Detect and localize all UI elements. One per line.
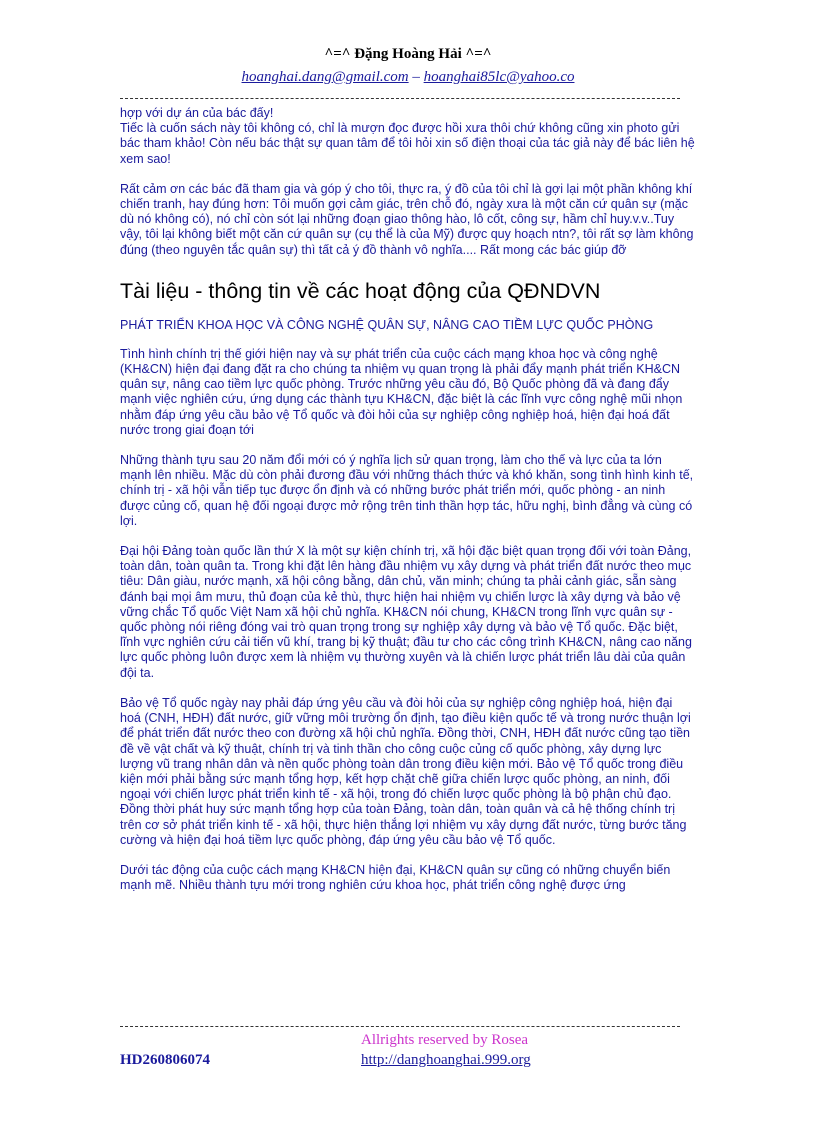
- paragraph: Bảo vệ Tổ quốc ngày nay phải đáp ứng yêu cầu và đòi hỏi của sự nghiệp công nghiệp hoá, hiện đại hoá (CNH, HĐH) đất nước, giữ vững môi trường ổn định, tạo điều kiện quốc tế và trong nước thuận lợi để phát triển đất nước theo con đường xã hội chủ nghĩa. Đồng thời, CNH, HĐH đất nước cũng tạo tiền đề về vật chất và kỹ thuật, chính trị và tinh thần cho công cuộc củng cố quốc phòng, xây dựng lực lượng vũ trang nhân dân và nền quốc phòng toàn dân trong điều kiện mới. Bảo vệ Tổ quốc trong điều kiện mới phải bằng sức mạnh tổng hợp, kết hợp chặt chẽ giữa chiến lược quốc phòng, an ninh, đối ngoại với chiến lược phát triển kinh tế - xã hội, trong đó chiến lược quốc phòng là bộ phận chủ đạo. Đồng thời phát huy sức mạnh tổng hợp của toàn Đảng, toàn dân, toàn quân và cả hệ thống chính trị trên cơ sở phát triển kinh tế - xã hội, thực hiện thắng lợi nhiệm vụ xây dựng đất nước, từng bước tăng cường và hiện đại hoá tiềm lực quốc phòng, đáp ứng yêu cầu bảo vệ Tổ quốc.: [120, 695, 691, 847]
- header-contacts: [0, 69, 816, 86]
- footer-website-link[interactable]: http://danghoanghai.999.org: [361, 1052, 531, 1068]
- paragraph: Dưới tác động của cuộc cách mạng KH&CN hiện đại, KH&CN quân sự cũng có những chuyển biến mạnh mẽ. Nhiều thành tựu mới trong nghiên cứu khoa học, phát triển công nghệ được ứng: [120, 862, 671, 893]
- footer-document-id: HD260806074: [120, 1052, 210, 1068]
- paragraph: Đại hội Đảng toàn quốc lần thứ X là một sự kiện chính trị, xã hội đặc biệt quan trọng đối với toàn Đảng, toàn dân, toàn quân ta. Trong khi đặt lên hàng đầu nhiệm vụ xây dựng và phát triển đất nước theo mục tiêu: Dân giàu, nước mạnh, xã hội công bằng, dân chủ, văn minh; chúng ta phải cảnh giác, sẵn sàng đánh bại mọi âm mưu, thủ đoạn của kẻ thù, thực hiện hai nhiệm vụ chiến lược là xây dựng và bảo vệ vững chắc Tổ quốc Việt Nam xã hội chủ nghĩa. KH&CN nói chung, KH&CN trong lĩnh vực quân sự - quốc phòng nói riêng đóng vai trò quan trọng trong sự nghiệp xây dựng và bảo vệ Tổ quốc. Đặc biệt, lĩnh vực nghiên cứu cải tiến vũ khí, trang bị kỹ thuật; đầu tư cho các công trình KH&CN, nâng cao năng lực quốc phòng luôn được xem là nhiệm vụ thường xuyên và là chiến lược phát triển lâu dài của quân đội ta.: [120, 544, 692, 680]
- header-divider: [120, 98, 680, 99]
- paragraph: Tiếc là cuốn sách này tôi không có, chỉ là mượn đọc được hồi xưa thôi chứ không cũng xin photo gửi bác tham khảo! Còn nếu bác thật sự quan tâm để tôi hỏi xin số điện thoại của tác giả này để bác liên hệ xem sao!: [120, 121, 695, 166]
- email-separator: –: [408, 69, 424, 85]
- document-body: [120, 106, 695, 893]
- paragraph: Tình hình chính trị thế giới hiện nay và sự phát triển của cuộc cách mạng khoa học và công nghệ (KH&CN) hiện đại đang đặt ra cho chúng ta nhiệm vụ quan trọng là phải đẩy mạnh phát triển KH&CN quân sự, nâng cao tiềm lực quốc phòng. Trước những yêu cầu đó, Bộ Quốc phòng đã và đang đẩy mạnh việc nghiên cứu, ứng dụng các thành tựu KH&CN, đặc biệt là các lĩnh vực công nghệ mũi nhọn nhằm đáp ứng yêu cầu bảo vệ Tổ quốc và đòi hỏi của sự nghiệp công nghiệp hoá, hiện đại hoá đất nước trong giai đoạn tới: [120, 346, 683, 437]
- paragraph: Những thành tựu sau 20 năm đổi mới có ý nghĩa lịch sử quan trọng, làm cho thế và lực của ta lớn mạnh lên nhiều. Mặc dù còn phải đương đầu với những thách thức và khó khăn, song tình hình kinh tế, chính trị - xã hội vẫn tiếp tục được ổn định và có những bước phát triển mới, quốc phòng - an ninh được củng cố, quan hệ đối ngoại được mở rộng trên tinh thần hợp tác, hữu nghị, bình đẳng và cùng có lợi.: [120, 453, 694, 528]
- email-link-yahoo[interactable]: hoanghai85lc@yahoo.co: [423, 69, 575, 85]
- email-link-gmail[interactable]: hoanghai.dang@gmail.com: [241, 69, 409, 85]
- paragraph: hợp với dự án của bác đấy!: [120, 106, 274, 120]
- paragraph-gap: [120, 529, 695, 544]
- section-heading: Tài liệu - thông tin về các hoạt động của QĐNDVN: [120, 278, 601, 303]
- paragraph-gap: [120, 438, 695, 453]
- header-title: ^=^ Đặng Hoàng Hải ^=^: [324, 46, 492, 62]
- paragraph-gap: [120, 167, 695, 182]
- footer-divider: [120, 1026, 680, 1027]
- section-subheading: PHÁT TRIỂN KHOA HỌC VÀ CÔNG NGHỆ QUÂN SỰ, NÂNG CAO TIỀM LỰC QUỐC PHÒNG: [120, 317, 654, 332]
- paragraph-gap: [120, 681, 695, 696]
- footer-rights: Allrights reserved by Rosea: [361, 1032, 529, 1048]
- paragraph: Rất cảm ơn các bác đã tham gia và góp ý cho tôi, thực ra, ý đồ của tôi chỉ là gợi lại một phần không khí chiến tranh, hay đúng hơn: Tôi muốn gợi cảm giác, trên chỗ đó, ngày xưa là một căn cứ quân sự (mặc dù nó không có), nó chỉ còn sót lại những đoạn giao thông hào, lô cốt, công sự, hầm chỉ huy.v.v..Tuy vậy, tôi lại không biết một căn cứ quân sự (cụ thể là của Mỹ) được quy hoạch ntn?, tôi rất sợ làm không đúng (theo nguyên tắc quân sự) thì tất cả ý đồ thành vô nghĩa.... Rất mong các bác giúp đỡ: [120, 181, 694, 257]
- paragraph-gap: [120, 848, 695, 863]
